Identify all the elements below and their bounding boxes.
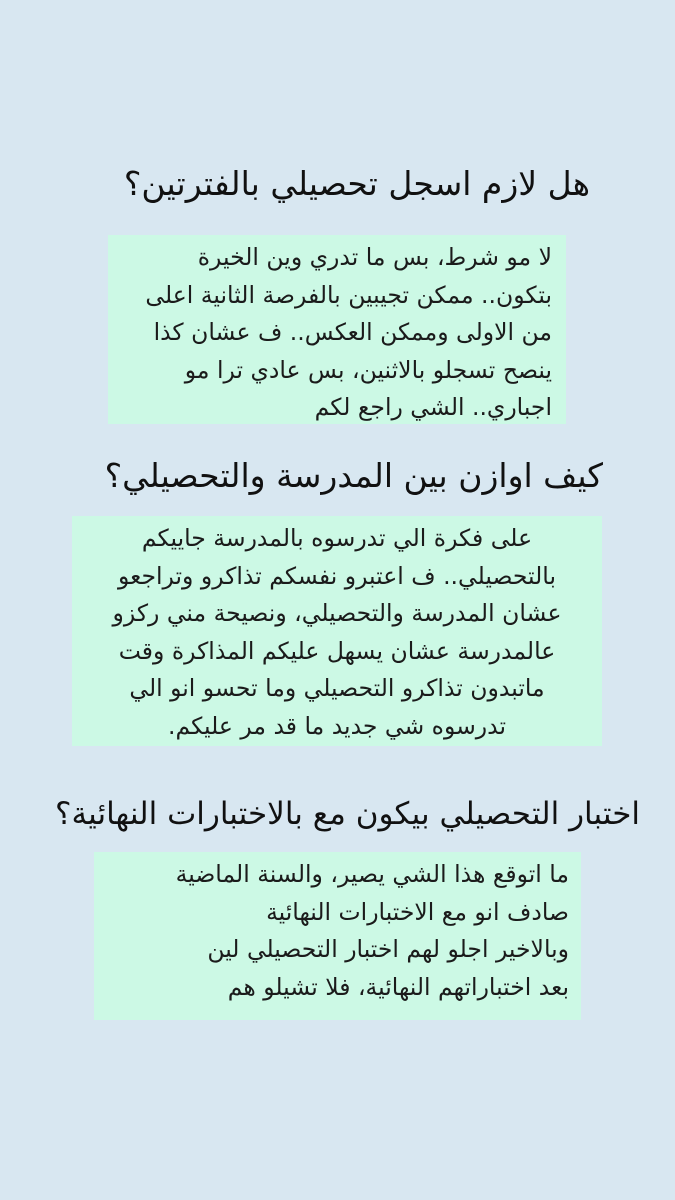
answer-3-line: ما اتوقع هذا الشي يصير، والسنة الماضية (175, 860, 569, 888)
answer-1-line: من الاولى وممكن العكس.. ف عشان كذا (153, 318, 552, 346)
answer-3-line: صادف انو مع الاختبارات النهائية (266, 897, 569, 926)
answer-2-line: تدرسوه شي جديد ما قد مر عليكم. (167, 711, 507, 740)
answer-1-line: اجباري.. الشي راجع لكم (314, 393, 552, 421)
question-2-heading: كيف اوازن بين المدرسة والتحصيلي؟ (104, 456, 603, 495)
answer-2-line: ماتبدون تذاكرو التحصيلي وما تحسو انو الي (129, 674, 545, 702)
answer-3-line: بعد اختباراتهم النهائية، فلا تشيلو هم (227, 972, 569, 1001)
answer-1-line: بتكون.. ممكن تجيبين بالفرصة الثانية اعلى (145, 280, 552, 309)
answer-1-box (108, 235, 566, 424)
question-3-heading: اختبار التحصيلي بيكون مع بالاختبارات النهائية؟ (55, 796, 640, 832)
answer-2-line: عالمدرسة عشان يسهل عليكم المذاكرة وقت (118, 636, 556, 665)
answer-3-line: وبالاخير اجلو لهم اختبار التحصيلي لين (207, 935, 569, 963)
answer-2-line: بالتحصيلي.. ف اعتبرو نفسكم تذاكرو وتراجعو (118, 561, 556, 590)
answer-2-line: على فكرة الي تدرسوه بالمدرسة جاييكم (141, 524, 533, 552)
answer-1-line: لا مو شرط، بس ما تدري وين الخيرة (197, 243, 552, 271)
answer-2-line: عشان المدرسة والتحصيلي، ونصيحة مني ركزو (112, 599, 562, 627)
question-1-heading: هل لازم اسجل تحصيلي بالفترتين؟ (123, 164, 590, 203)
answer-1-line: ينصح تسجلو بالاثنين، بس عادي ترا مو (184, 355, 552, 384)
answer-2-box (72, 516, 602, 746)
answer-3-box (94, 852, 581, 1020)
